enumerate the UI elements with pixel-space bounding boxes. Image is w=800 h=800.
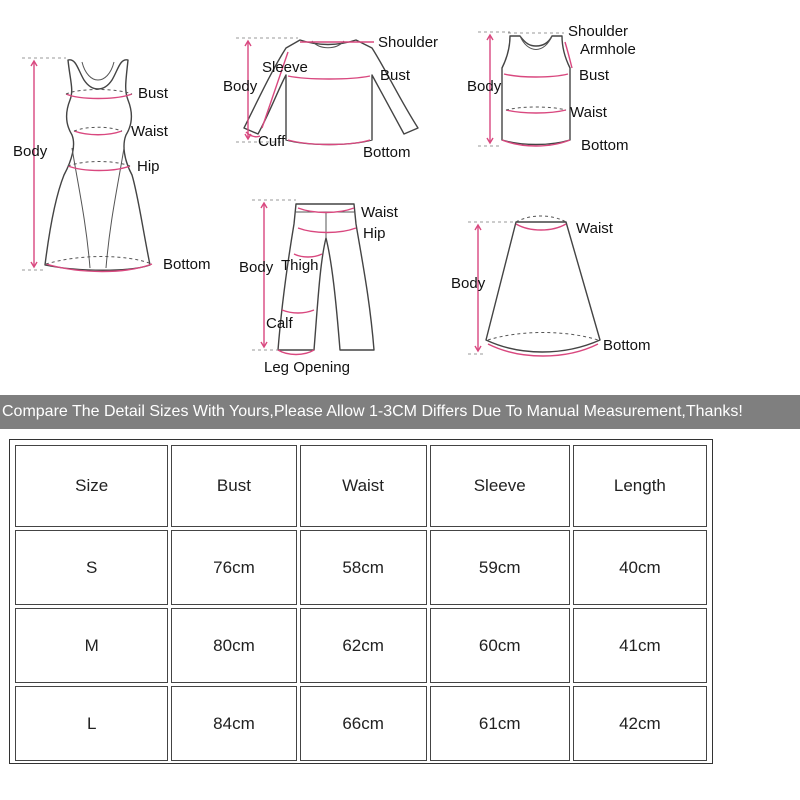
vest-shoulder-label: Shoulder [568, 23, 629, 40]
skirt-diagram [451, 216, 651, 356]
dress-diagram [13, 58, 211, 273]
cell-size: L [15, 686, 168, 761]
vest-diagram [467, 23, 636, 154]
size-table [12, 442, 710, 764]
top-body-label: Body [223, 78, 258, 95]
table-row [15, 530, 707, 605]
header-cell-waist: Waist [300, 445, 427, 527]
pants-diagram [239, 200, 399, 376]
vest-waist-label: Waist [570, 104, 607, 121]
dress-bust-label: Bust [138, 85, 169, 102]
cell-waist: 66cm [300, 686, 427, 761]
header-cell-length: Length [573, 445, 707, 527]
table-row [15, 608, 707, 683]
dress-hip-label: Hip [137, 158, 160, 175]
cell-length: 41cm [573, 608, 707, 683]
cell-waist: 58cm [300, 530, 427, 605]
header-cell-size: Size [15, 445, 168, 527]
size-chart [9, 439, 713, 764]
cell-sleeve: 59cm [430, 530, 570, 605]
pants-leg-opening-label: Leg Opening [264, 359, 350, 376]
pants-hip-label: Hip [363, 225, 386, 242]
cell-sleeve: 60cm [430, 608, 570, 683]
vest-body-label: Body [467, 78, 502, 95]
top-sleeve-label: Sleeve [262, 59, 308, 76]
header-cell-bust: Bust [171, 445, 296, 527]
table-header-row [15, 445, 707, 527]
cell-bust: 76cm [171, 530, 296, 605]
skirt-body-label: Body [451, 275, 486, 292]
cell-bust: 80cm [171, 608, 296, 683]
cell-size: S [15, 530, 168, 605]
pants-thigh-label: Thigh [281, 257, 319, 274]
top-bust-label: Bust [380, 67, 411, 84]
top-diagram [223, 34, 438, 161]
top-shoulder-label: Shoulder [378, 34, 439, 51]
pants-body-label: Body [239, 259, 274, 276]
skirt-bottom-label: Bottom [603, 337, 651, 354]
pants-waist-label: Waist [361, 204, 398, 221]
cell-bust: 84cm [171, 686, 296, 761]
top-cuff-label: Cuff [258, 133, 286, 150]
cell-sleeve: 61cm [430, 686, 570, 761]
vest-bottom-label: Bottom [581, 137, 629, 154]
cell-waist: 62cm [300, 608, 427, 683]
cell-length: 40cm [573, 530, 707, 605]
dress-waist-label: Waist [131, 123, 168, 140]
header-cell-sleeve: Sleeve [430, 445, 570, 527]
measurement-diagrams [0, 0, 800, 392]
cell-size: M [15, 608, 168, 683]
top-bottom-label: Bottom [363, 144, 411, 161]
dress-bottom-label: Bottom [163, 256, 211, 273]
vest-bust-label: Bust [579, 67, 610, 84]
pants-calf-label: Calf [266, 315, 293, 332]
dress-body-label: Body [13, 143, 48, 160]
cell-length: 42cm [573, 686, 707, 761]
skirt-waist-label: Waist [576, 220, 613, 237]
vest-armhole-label: Armhole [580, 41, 636, 58]
table-row [15, 686, 707, 761]
measurement-note-text: Compare The Detail Sizes With Yours,Please Allow 1-3CM Differs Due To Manual Measurement,Thanks! [2, 403, 743, 420]
measurement-note-banner [0, 395, 800, 429]
